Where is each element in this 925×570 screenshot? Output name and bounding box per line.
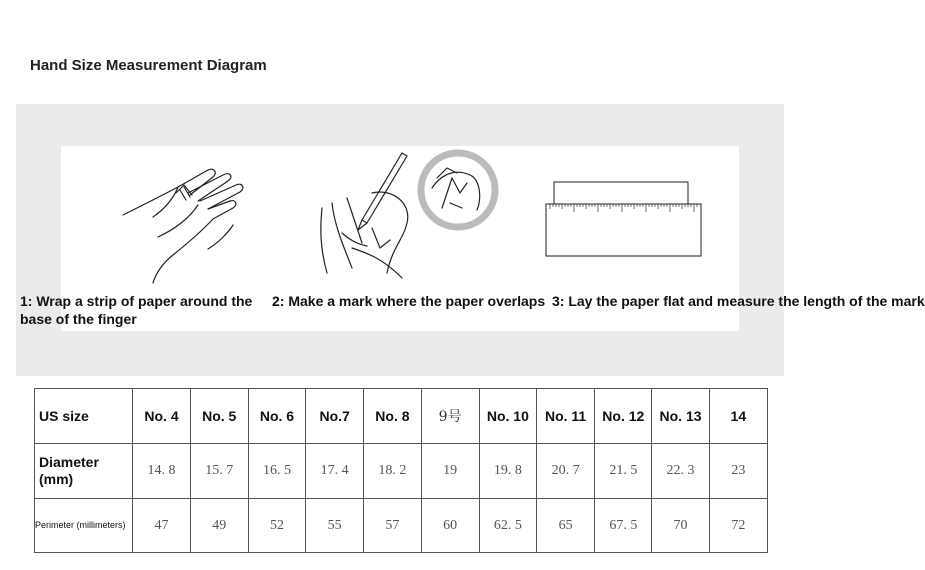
perimeter-cell: 65 — [536, 499, 594, 553]
diameter-header: Diameter (mm) — [35, 444, 133, 499]
diameter-cell: 19. 8 — [479, 444, 536, 499]
size-cell: No. 13 — [652, 389, 709, 444]
diameter-cell: 17. 4 — [306, 444, 364, 499]
size-cell: 14 — [709, 389, 767, 444]
perimeter-cell: 62. 5 — [479, 499, 536, 553]
perimeter-cell: 67. 5 — [595, 499, 652, 553]
ruler-illustration — [544, 180, 704, 260]
perimeter-cell: 52 — [248, 499, 305, 553]
diameter-cell: 22. 3 — [652, 444, 709, 499]
size-cell: No. 12 — [595, 389, 652, 444]
size-cell: No. 6 — [248, 389, 305, 444]
perimeter-cell: 55 — [306, 499, 364, 553]
perimeter-cell: 60 — [421, 499, 479, 553]
size-cell: 9号 — [421, 389, 479, 444]
ring-size-table — [34, 388, 768, 553]
step-3-text: 3: Lay the paper flat and measure the length of the mark — [552, 293, 925, 309]
diameter-cell: 16. 5 — [248, 444, 305, 499]
size-cell: No. 5 — [190, 389, 248, 444]
size-cell: No. 10 — [479, 389, 536, 444]
diameter-cell: 19 — [421, 444, 479, 499]
page-title: Hand Size Measurement Diagram — [30, 57, 267, 74]
diameter-cell: 23 — [709, 444, 767, 499]
perimeter-cell: 57 — [364, 499, 421, 553]
step-2-text: 2: Make a mark where the paper overlaps — [272, 293, 546, 309]
us-size-header: US size — [35, 389, 133, 444]
size-cell: No. 4 — [133, 389, 190, 444]
hand-wrap-illustration — [118, 165, 248, 285]
size-cell: No. 8 — [364, 389, 421, 444]
diameter-cell: 14. 8 — [133, 444, 190, 499]
diameter-row — [35, 444, 768, 499]
size-cell: No.7 — [306, 389, 364, 444]
perimeter-cell: 49 — [190, 499, 248, 553]
hand-mark-illustration — [312, 148, 502, 286]
diameter-cell: 21. 5 — [595, 444, 652, 499]
perimeter-cell: 47 — [133, 499, 190, 553]
size-cell: No. 11 — [536, 389, 594, 444]
diameter-cell: 15. 7 — [190, 444, 248, 499]
perimeter-row — [35, 499, 768, 553]
perimeter-cell: 72 — [709, 499, 767, 553]
us-size-row — [35, 389, 768, 444]
perimeter-cell: 70 — [652, 499, 709, 553]
step-1-text: 1: Wrap a strip of paper around the base of the finger — [20, 293, 253, 327]
diameter-cell: 20. 7 — [536, 444, 594, 499]
diameter-cell: 18. 2 — [364, 444, 421, 499]
perimeter-header: Perimeter (millimeters) — [35, 499, 133, 553]
